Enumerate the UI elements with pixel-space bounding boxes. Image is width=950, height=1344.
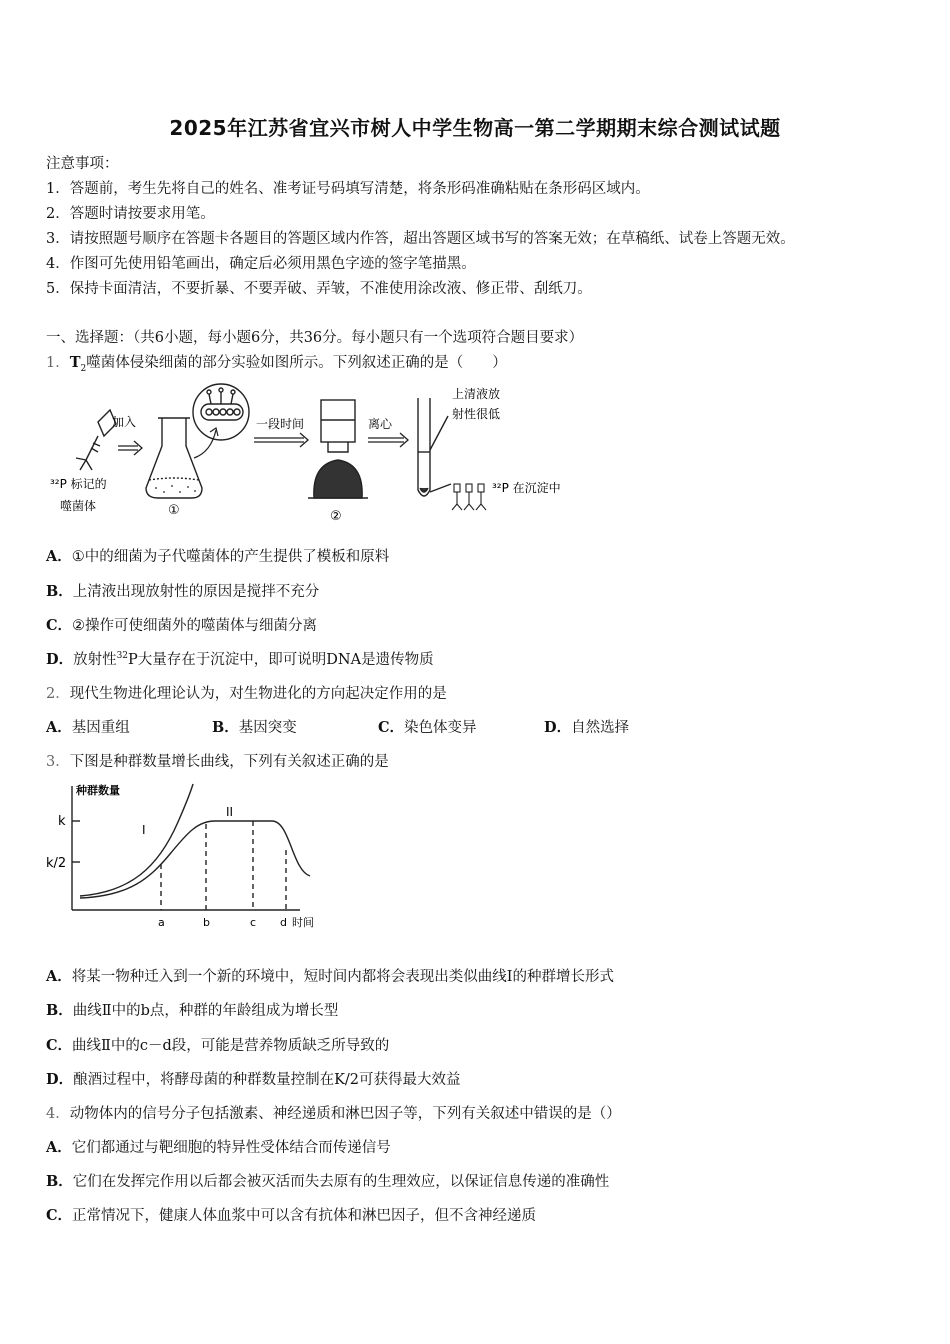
small-phages-icon [452,484,486,510]
test-tube-icon [418,398,451,496]
phage-letter: T [69,354,81,371]
question-1-option-d [46,648,434,669]
question-2-option-d: D．自然选择 [544,719,630,736]
flask-icon [146,418,202,498]
supernatant-label-line2: 射性很低 [452,407,501,421]
question-text: 噬菌体侵染细菌的部分实验如图所示。下列叙述正确的是（ ） [86,355,507,371]
question-1-option-b [46,580,319,601]
tick-label-d: d [280,916,287,929]
arrow-icon [118,441,142,455]
section-heading: 一、选择题：（共6小题，每小题6分，共36分。每小题只有一个选项符合题目要求） [46,330,584,346]
bacterium-zoom-icon [193,384,249,440]
option-text: 将某一物种迁入到一个新的环境中，短时间内都将会表现出类似曲线Ⅰ的种群增长形式 [71,969,614,985]
option-key: D． [46,1071,74,1088]
question-3-option-b [46,999,338,1020]
step-1-label: ① [168,503,180,518]
option-text: P大量存在于沉淀中，即可说明DNA是遗传物质 [128,652,434,668]
question-3-option-a [46,965,614,986]
option-key: C． [46,1207,73,1224]
question-number: 4． [46,1106,70,1122]
option-key: B． [46,1002,73,1019]
option-text: 酿酒过程中，将酵母菌的种群数量控制在K/2可获得最大效益 [73,1072,461,1088]
k2-label: k/2 [46,856,67,871]
question-3-option-c [46,1034,389,1055]
option-text: ②操作可使细菌外的噬菌体与细菌分离 [72,618,318,634]
isotope-superscript: 32 [116,651,129,662]
question-1-option-a [46,545,389,566]
sediment-label: ³²P 在沉淀中 [492,481,561,495]
question-number: 1． [46,355,70,371]
arrow-icon [254,433,308,447]
phage-label-line1: ³²P 标记的 [50,477,107,491]
option-text: 正常情况下，健康人体血浆中可以含有抗体和淋巴因子，但不含神经递质 [72,1208,537,1224]
phage-subscript: 2 [80,363,87,374]
blender-icon [308,400,368,498]
question-4-option-c [46,1204,536,1225]
option-text: 曲线Ⅱ中的c－d段，可能是营养物质缺乏所导致的 [72,1038,390,1054]
phage-experiment-figure [46,380,586,530]
option-key: B． [46,583,73,600]
question-number: 3． [46,754,70,770]
tick-label-c: c [250,916,257,929]
option-key: A． [46,968,72,985]
notice-heading: 注意事项： [46,156,119,172]
curve-ii-line [80,821,310,898]
population-growth-chart [40,778,340,938]
phage-label-line2: 噬菌体 [60,499,97,513]
notice-item: 3．请按照题号顺序在答题卡各题目的答题区域内作答，超出答题区域书写的答案无效；在草稿纸、试卷上答题无效。 [46,231,795,247]
tick-label-b: b [203,916,210,929]
x-axis-label: 时间 [292,916,314,929]
option-text: ①中的细菌为子代噬菌体的产生提供了模板和原料 [71,549,390,565]
option-key: C． [46,617,73,634]
option-key: A． [46,1139,72,1156]
question-2-option-a: A．基因重组 [46,719,130,736]
phage-icon [76,410,116,470]
option-key: B． [46,1173,73,1190]
option-text: 曲线Ⅱ中的b点，种群的年龄组成为增长型 [72,1003,339,1019]
step-2-label: ② [330,509,342,524]
time-label: 一段时间 [256,417,305,431]
page-title: 2025年江苏省宜兴市树人中学生物高一第二学期期末综合测试试题 [169,116,781,140]
centrifuge-label: 离心 [368,417,393,431]
option-key: A． [46,548,72,565]
curve-ii-label: II [226,805,234,819]
question-3-stem [46,750,389,771]
question-4-stem [46,1102,621,1123]
question-text: 现代生物进化理论认为，对生物进化的方向起决定作用的是 [69,686,447,702]
question-4-option-a [46,1136,391,1157]
curve-i-label: I [142,823,146,837]
option-text: 上清液出现放射性的原因是搅拌不充分 [72,584,320,600]
option-key: C． [46,1037,73,1054]
k-label: k [58,814,66,829]
supernatant-label-line1: 上清液放 [452,387,501,401]
y-axis-label: 种群数量 [76,784,120,797]
question-2-stem [46,682,447,703]
question-3-option-d [46,1068,461,1089]
arrow-icon [368,433,408,447]
option-text: 它们都通过与靶细胞的特异性受体结合而传递信号 [71,1140,391,1156]
add-label: 加入 [112,415,137,429]
notice-item: 2．答题时请按要求用笔。 [46,206,215,222]
notice-item: 1．答题前，考生先将自己的姓名、准考证号码填写清楚，将条形码准确粘贴在条形码区域内。 [46,181,650,197]
question-1-stem [46,351,507,374]
curve-i-line [80,784,193,896]
question-2-option-c: C．染色体变异 [378,719,477,736]
option-text: 它们在发挥完作用以后都会被灭活而失去原有的生理效应，以保证信息传递的准确性 [72,1174,610,1190]
question-2-options [46,716,629,737]
notice-item: 5．保持卡面清洁，不要折暴、不要弄破、弄皱，不准使用涂改液、修正带、刮纸刀。 [46,281,592,297]
tick-label-a: a [158,916,165,929]
sediment-dots [155,485,196,493]
question-4-option-b [46,1170,609,1191]
option-key: D． [46,651,74,668]
option-text: 放射性 [73,652,117,668]
reference-lines [161,821,286,910]
question-number: 2． [46,686,70,702]
notice-item: 4．作图可先使用铅笔画出，确定后必须用黑色字迹的签字笔描黑。 [46,256,476,272]
question-text: 动物体内的信号分子包括激素、神经递质和淋巴因子等，下列有关叙述中错误的是（） [69,1106,621,1122]
question-2-option-b: B．基因突变 [212,719,297,736]
question-text: 下图是种群数量增长曲线，下列有关叙述正确的是 [69,754,389,770]
question-1-option-c [46,614,317,635]
